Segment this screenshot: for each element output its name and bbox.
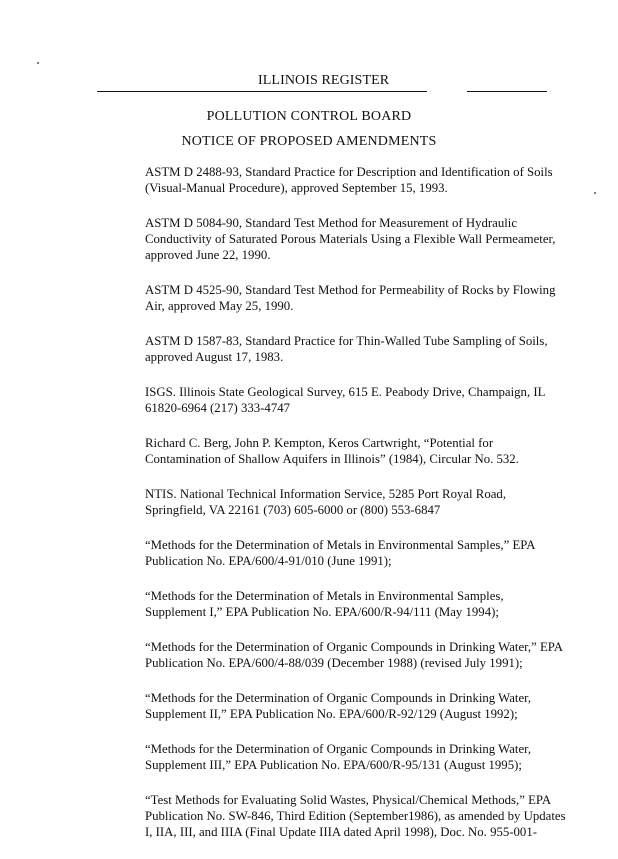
reference-line: ASTM D 1587-83, Standard Practice for Thin-Walled Tube Sampling of Soils,	[145, 334, 548, 348]
reference-entry	[145, 537, 550, 569]
reference-line: “Methods for the Determination of Organic Compounds in Drinking Water,” EPA	[145, 640, 563, 654]
reference-entry	[145, 690, 550, 722]
reference-line: ASTM D 4525-90, Standard Test Method for Permeability of Rocks by Flowing	[145, 283, 556, 297]
reference-line: approved August 17, 1983.	[145, 350, 284, 364]
reference-line: “Test Methods for Evaluating Solid Wastes, Physical/Chemical Methods,” EPA	[145, 793, 552, 807]
reference-entry	[145, 384, 550, 416]
reference-line: “Methods for the Determination of Metals in Environmental Samples,” EPA	[145, 538, 536, 552]
header-rule-left	[97, 91, 427, 92]
reference-line: I, IIA, III, and IIIA (Final Update IIIA dated April 1998), Doc. No. 955-001-	[145, 825, 537, 839]
reference-line: Richard C. Berg, John P. Kempton, Keros Cartwright, “Potential for	[145, 436, 494, 450]
reference-entry	[145, 639, 563, 671]
reference-entry	[145, 741, 550, 773]
scan-speck	[37, 62, 39, 64]
reference-line: “Methods for the Determination of Organic Compounds in Drinking Water,	[145, 742, 532, 756]
scan-speck	[594, 192, 596, 194]
notice-heading: NOTICE OF PROPOSED AMENDMENTS	[181, 134, 437, 149]
reference-entry	[145, 282, 556, 314]
header-rule-right	[467, 91, 547, 92]
reference-line: (Visual-Manual Procedure), approved September 15, 1993.	[145, 181, 448, 195]
reference-entry	[145, 215, 556, 263]
reference-entry	[145, 792, 566, 840]
reference-line: Supplement I,” EPA Publication No. EPA/600/R-94/111 (May 1994);	[145, 605, 499, 619]
reference-line: Supplement II,” EPA Publication No. EPA/600/R-92/129 (August 1992);	[145, 707, 518, 721]
reference-entry	[145, 486, 550, 518]
reference-entry	[145, 333, 550, 365]
reference-line: Contamination of Shallow Aquifers in Illinois” (1984), Circular No. 532.	[145, 452, 519, 466]
reference-line: Publication No. EPA/600/4-88/039 (December 1988) (revised July 1991);	[145, 656, 523, 670]
reference-entry	[145, 588, 550, 620]
reference-line: Springfield, VA 22161 (703) 605-6000 or (800) 553-6847	[145, 503, 441, 517]
reference-line: NTIS. National Technical Information Service, 5285 Port Royal Road,	[145, 487, 507, 501]
reference-line: Supplement III,” EPA Publication No. EPA/600/R-95/131 (August 1995);	[145, 758, 522, 772]
reference-line: ASTM D 5084-90, Standard Test Method for Measurement of Hydraulic	[145, 216, 518, 230]
reference-line: Air, approved May 25, 1990.	[145, 299, 294, 313]
reference-line: 61820-6964 (217) 333-4747	[145, 401, 291, 415]
reference-line: approved June 22, 1990.	[145, 248, 271, 262]
reference-line: Publication No. EPA/600/4-91/010 (June 1991);	[145, 554, 392, 568]
reference-line: “Methods for the Determination of Metals in Environmental Samples,	[145, 589, 504, 603]
reference-line: Conductivity of Saturated Porous Materials Using a Flexible Wall Permeameter,	[145, 232, 556, 246]
reference-line: ASTM D 2488-93, Standard Practice for Description and Identification of Soils	[145, 165, 553, 179]
reference-line: “Methods for the Determination of Organic Compounds in Drinking Water,	[145, 691, 532, 705]
reference-entry	[145, 435, 550, 467]
reference-line: Publication No. SW-846, Third Edition (September1986), as amended by Updates	[145, 809, 566, 823]
reference-line: ISGS. Illinois State Geological Survey, 615 E. Peabody Drive, Champaign, IL	[145, 385, 546, 399]
reference-entry	[145, 164, 553, 196]
register-title: ILLINOIS REGISTER	[258, 73, 390, 88]
board-heading: POLLUTION CONTROL BOARD	[206, 109, 412, 124]
reference-list	[145, 164, 566, 859]
